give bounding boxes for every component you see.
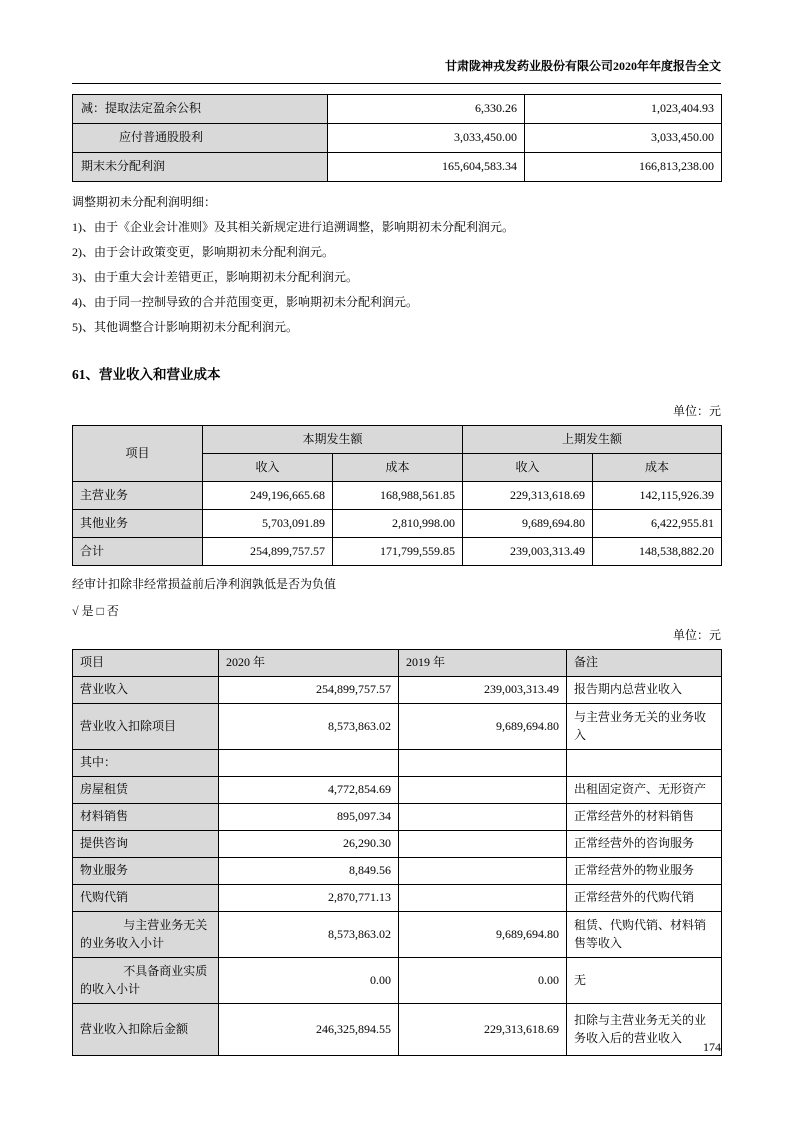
value-2019-cell: 9,689,694.80: [399, 912, 567, 958]
note-cell: 报告期内总营业收入: [567, 677, 722, 704]
row-label-cell: 主营业务: [73, 482, 203, 510]
row-label-cell: 其中：: [73, 750, 219, 777]
table-row: [73, 124, 722, 153]
value-cell: 239,003,313.49: [463, 538, 593, 566]
note-item: 3)、由于重大会计差错更正，影响期初未分配利润元。: [72, 270, 358, 284]
table-row: [73, 1004, 722, 1056]
row-label-cell: 提供咨询: [73, 831, 219, 858]
audit-answer: √ 是 □ 否: [72, 604, 119, 618]
value-2019-cell: [399, 831, 567, 858]
header-cell: 2019 年: [399, 650, 567, 677]
current-value-cell: 6,330.26: [328, 95, 525, 124]
table-row: [73, 95, 722, 124]
note-cell: 出租固定资产、无形资产: [567, 777, 722, 804]
value-2019-cell: 0.00: [399, 958, 567, 1004]
page-header: [72, 57, 721, 84]
current-value-cell: 3,033,450.00: [328, 124, 525, 153]
value-2020-cell: 26,290.30: [219, 831, 399, 858]
value-2020-cell: 254,899,757.57: [219, 677, 399, 704]
value-2020-cell: [219, 750, 399, 777]
row-label-cell: 不具备商业实质的收入小计: [73, 958, 219, 1004]
unit-label: 单位：元: [672, 628, 721, 642]
value-2020-cell: 4,772,854.69: [219, 777, 399, 804]
table-row: [73, 912, 722, 958]
value-2019-cell: [399, 804, 567, 831]
value-2020-cell: 895,097.34: [219, 804, 399, 831]
table-row: [73, 831, 722, 858]
value-2020-cell: 8,573,863.02: [219, 912, 399, 958]
value-2019-cell: [399, 858, 567, 885]
row-label-cell: 减：提取法定盈余公积: [73, 95, 328, 124]
row-label-cell: 物业服务: [73, 858, 219, 885]
value-2020-cell: 8,573,863.02: [219, 704, 399, 750]
table-row: [73, 677, 722, 704]
prior-value-cell: 3,033,450.00: [525, 124, 722, 153]
row-label-cell: 与主营业务无关的业务收入小计: [73, 912, 219, 958]
note-cell: 正常经营外的咨询服务: [567, 831, 722, 858]
note-cell: [567, 750, 722, 777]
header-cell: 项目: [73, 650, 219, 677]
value-2020-cell: 8,849.56: [219, 858, 399, 885]
section-heading: 61、营业收入和营业成本: [72, 367, 221, 382]
row-label-cell: 其他业务: [73, 510, 203, 538]
subheader-cost-cell: 成本: [333, 454, 463, 482]
value-2019-cell: [399, 885, 567, 912]
table-row: [73, 538, 722, 566]
page-number: 174: [703, 1040, 721, 1054]
note-item: 1)、由于《企业会计准则》及其相关新规定进行追溯调整，影响期初未分配利润元。: [72, 220, 514, 234]
value-cell: 229,313,618.69: [463, 482, 593, 510]
note-cell: 扣除与主营业务无关的业务收入后的营业收入: [567, 1004, 722, 1056]
note-item: 5)、其他调整合计影响期初未分配利润元。: [72, 320, 298, 334]
table-row: [73, 510, 722, 538]
table-row: [73, 153, 722, 182]
row-label-cell: 代购代销: [73, 885, 219, 912]
row-label-cell: 应付普通股股利: [73, 124, 328, 153]
table-row: [73, 482, 722, 510]
note-cell: 正常经营外的物业服务: [567, 858, 722, 885]
note-item: 4)、由于同一控制导致的合并范围变更，影响期初未分配利润元。: [72, 295, 418, 309]
note-item: 2)、由于会计政策变更，影响期初未分配利润元。: [72, 245, 334, 259]
row-label-cell: 营业收入: [73, 677, 219, 704]
row-label-cell: 房屋租赁: [73, 777, 219, 804]
subheader-income-cell: 收入: [203, 454, 333, 482]
row-label-cell: 期末未分配利润: [73, 153, 328, 182]
row-label-cell: 营业收入扣除后金额: [73, 1004, 219, 1056]
value-2020-cell: 246,325,894.55: [219, 1004, 399, 1056]
value-2019-cell: 9,689,694.80: [399, 704, 567, 750]
revenue-cost-table: [72, 425, 722, 566]
adjustment-notes: [72, 195, 721, 335]
table-row: [73, 958, 722, 1004]
subheader-cost-cell: 成本: [593, 454, 722, 482]
table-row: [73, 804, 722, 831]
value-cell: 5,703,091.89: [203, 510, 333, 538]
header-item-cell: 项目: [73, 426, 203, 482]
value-cell: 9,689,694.80: [463, 510, 593, 538]
value-cell: 168,988,561.85: [333, 482, 463, 510]
value-2019-cell: 239,003,313.49: [399, 677, 567, 704]
value-cell: 249,196,665.68: [203, 482, 333, 510]
note-cell: 租赁、代购代销、材料销售等收入: [567, 912, 722, 958]
header-current-period-cell: 本期发生额: [203, 426, 463, 454]
notes-title: 调整期初未分配利润明细：: [72, 195, 217, 209]
retained-earnings-table: [72, 94, 722, 182]
header-prior-period-cell: 上期发生额: [463, 426, 722, 454]
row-label-cell: 合计: [73, 538, 203, 566]
value-cell: 254,899,757.57: [203, 538, 333, 566]
value-2019-cell: 229,313,618.69: [399, 1004, 567, 1056]
current-value-cell: 165,604,583.34: [328, 153, 525, 182]
note-cell: 正常经营外的材料销售: [567, 804, 722, 831]
table-row: [73, 885, 722, 912]
row-label-cell: 材料销售: [73, 804, 219, 831]
value-cell: 6,422,955.81: [593, 510, 722, 538]
value-2020-cell: 2,870,771.13: [219, 885, 399, 912]
audit-question: 经审计扣除非经常损益前后净利润孰低是否为负值: [72, 577, 337, 591]
note-cell: 正常经营外的代购代销: [567, 885, 722, 912]
table-row: [73, 858, 722, 885]
header-cell: 2020 年: [219, 650, 399, 677]
prior-value-cell: 1,023,404.93: [525, 95, 722, 124]
revenue-deduction-table: [72, 649, 722, 1056]
value-cell: 171,799,559.85: [333, 538, 463, 566]
subheader-income-cell: 收入: [463, 454, 593, 482]
note-cell: 与主营业务无关的业务收入: [567, 704, 722, 750]
value-cell: 142,115,926.39: [593, 482, 722, 510]
value-cell: 148,538,882.20: [593, 538, 722, 566]
value-2019-cell: [399, 777, 567, 804]
value-cell: 2,810,998.00: [333, 510, 463, 538]
report-title: 甘肃陇神戎发药业股份有限公司2020年年度报告全文: [444, 59, 721, 73]
unit-label: 单位：元: [672, 404, 721, 418]
value-2020-cell: 0.00: [219, 958, 399, 1004]
note-cell: 无: [567, 958, 722, 1004]
header-cell: 备注: [567, 650, 722, 677]
table-header-row: [73, 650, 722, 677]
table-row: [73, 704, 722, 750]
table-header-row: [73, 426, 722, 454]
row-label-cell: 营业收入扣除项目: [73, 704, 219, 750]
prior-value-cell: 166,813,238.00: [525, 153, 722, 182]
value-2019-cell: [399, 750, 567, 777]
table-row: [73, 777, 722, 804]
table-row: [73, 750, 722, 777]
